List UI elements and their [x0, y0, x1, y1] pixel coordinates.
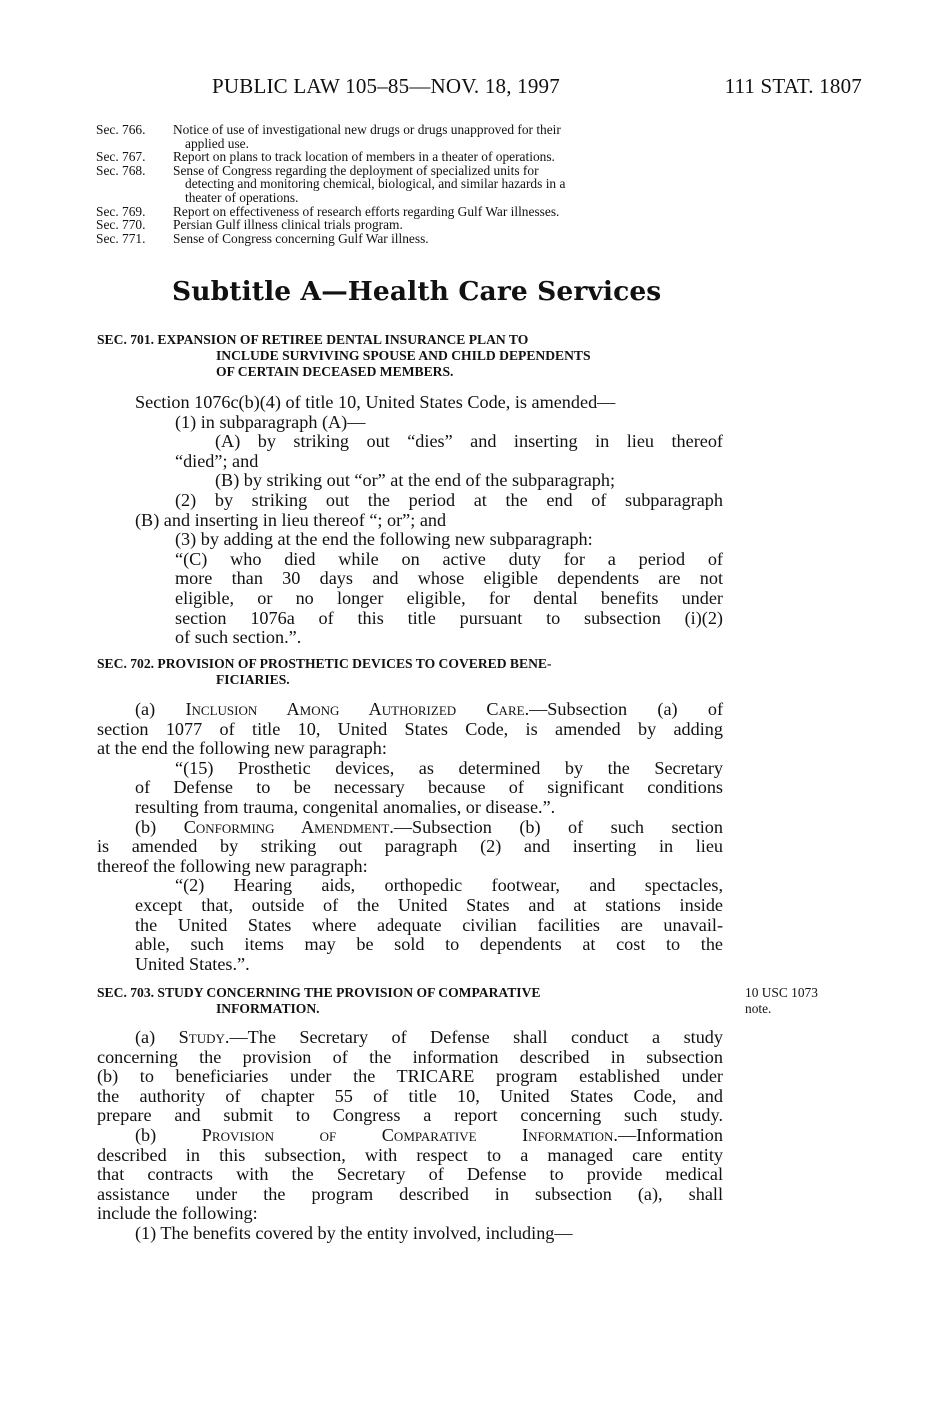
text-line: that contracts with the Secretary of Defense to provide medical [97, 1164, 723, 1185]
toc-title: theater of operations. [185, 189, 299, 205]
toc-entry [96, 150, 726, 164]
subsection-caption: Conforming Amendment [183, 816, 390, 837]
text-line: (a) Inclusion Among Authorized Care.—Subsection (a) of [135, 699, 723, 719]
toc-number: Sec. 771. [96, 230, 146, 246]
text-line: able, such items may be sold to dependents at cost to the [135, 934, 723, 955]
subtitle-heading: Subtitle A—Health Care Services [172, 276, 662, 307]
subsection-caption: Inclusion Among Authorized Care [185, 699, 525, 719]
text-line: (1) The benefits covered by the entity involved, including— [135, 1222, 573, 1243]
toc-number: Sec. 768. [96, 162, 146, 178]
toc-entry [96, 164, 726, 205]
text-line: (b) Provision of Comparative Information.—Information [135, 1124, 723, 1145]
toc-title: Notice of use of investigational new drugs or drugs unapproved for their [173, 122, 561, 137]
subsection-caption: Provision of Comparative Information [201, 1124, 614, 1145]
text-line: (2) by striking out the period at the end of subparagraph [175, 489, 723, 510]
section-701-text [97, 393, 723, 648]
toc-entry [96, 232, 726, 246]
text-line: assistance under the program described in subsection (a), shall [97, 1183, 723, 1204]
text-line: “(15) Prosthetic devices, as determined by the Secretary [175, 757, 723, 778]
toc-title: Report on effectiveness of research efforts regarding Gulf War illnesses. [173, 203, 560, 219]
text-line: include the following: [97, 1203, 258, 1224]
text-line: section 1076a of this title pursuant to subsection (i)(2) [175, 607, 723, 628]
text-line: concerning the provision of the information described in subsection [97, 1046, 723, 1067]
text-line: described in this subsection, with respect to a managed care entity [97, 1144, 723, 1165]
text-line: of such section.”. [175, 627, 302, 648]
text-line: is amended by striking out paragraph (2) and inserting in lieu [97, 836, 723, 857]
text-line: section 1077 of title 10, United States Code, is amended by adding [97, 718, 723, 739]
section-702-text [97, 700, 723, 974]
text-line: more than 30 days and whose eligible dependents are not [175, 568, 723, 589]
toc-title: Persian Gulf illness clinical trials program. [173, 217, 403, 233]
toc-title: Sense of Congress regarding the deployment of specialized units for [173, 162, 539, 178]
text-line: (b) Conforming Amendment.—Subsection (b) of such section [135, 816, 723, 837]
text-line: except that, outside of the United States and at stations inside [135, 894, 723, 915]
text-line: prepare and submit to Congress a report concerning such study. [97, 1105, 723, 1126]
text-line: “(2) Hearing aids, orthopedic footwear, and spectacles, [175, 875, 723, 896]
section-heading-701: SEC. 701. EXPANSION OF RETIREE DENTAL INSURANCE PLAN TO INCLUDE SURVIVING SPOUSE AND CHILD DEPENDENTS OF CERTAIN DECEASED MEMBERS. [97, 332, 591, 379]
margin-note: 10 USC 1073 note. [745, 985, 818, 1016]
toc-entry [96, 205, 726, 219]
section-heading-703: SEC. 703. STUDY CONCERNING THE PROVISION OF COMPARATIVE INFORMATION. [97, 985, 541, 1016]
toc-number: Sec. 767. [96, 149, 146, 165]
toc-title: applied use. [185, 135, 249, 151]
text-line: “(C) who died while on active duty for a period of [175, 548, 723, 569]
toc-entry [96, 218, 726, 232]
text-line: eligible, or no longer eligible, for dental benefits under [175, 587, 723, 608]
text-line: at the end the following new paragraph: [97, 738, 387, 759]
text-line: (B) and inserting in lieu thereof “; or”; and [135, 509, 447, 530]
toc-title: Sense of Congress concerning Gulf War illness. [173, 230, 429, 246]
toc-number: Sec. 766. [96, 122, 146, 137]
text-line: (1) in subparagraph (A)— [175, 411, 366, 432]
text-line: (b) to beneficiaries under the TRICARE program established under [97, 1066, 723, 1087]
text-line: “died”; and [175, 450, 259, 471]
text-line: United States.”. [135, 953, 250, 974]
toc-number: Sec. 769. [96, 203, 146, 219]
toc-number: Sec. 770. [96, 217, 146, 233]
text-line: (3) by adding at the end the following new subparagraph: [175, 529, 593, 550]
text-line: (A) by striking out “dies” and inserting in lieu thereof [215, 431, 723, 452]
subsection-caption: Study [178, 1027, 225, 1047]
text-line: the United States where adequate civilian facilities are unavail- [135, 914, 723, 935]
text-line: Section 1076c(b)(4) of title 10, United States Code, is amended— [135, 392, 616, 412]
text-line: resulting from trauma, congenital anomalies, or disease.”. [135, 796, 556, 817]
toc-title: Report on plans to track location of members in a theater of operations. [173, 149, 555, 165]
text-line: the authority of chapter 55 of title 10, United States Code, and [97, 1085, 723, 1106]
section-heading-702: SEC. 702. PROVISION OF PROSTHETIC DEVICES TO COVERED BENE- FICIARIES. [97, 656, 552, 687]
text-line: thereof the following new paragraph: [97, 855, 368, 876]
text-line: (a) Study.—The Secretary of Defense shall conduct a study [135, 1027, 723, 1047]
header-public-law: PUBLIC LAW 105–85—NOV. 18, 1997 [212, 74, 560, 98]
section-703-text [97, 1028, 723, 1244]
text-line: (B) by striking out “or” at the end of the subparagraph; [215, 470, 616, 491]
table-of-contents [96, 123, 726, 245]
text-line: of Defense to be necessary because of significant conditions [135, 777, 723, 798]
header-stat-page: 111 STAT. 1807 [724, 74, 862, 98]
toc-title: detecting and monitoring chemical, biological, and similar hazards in a [185, 176, 566, 192]
toc-entry [96, 123, 726, 150]
